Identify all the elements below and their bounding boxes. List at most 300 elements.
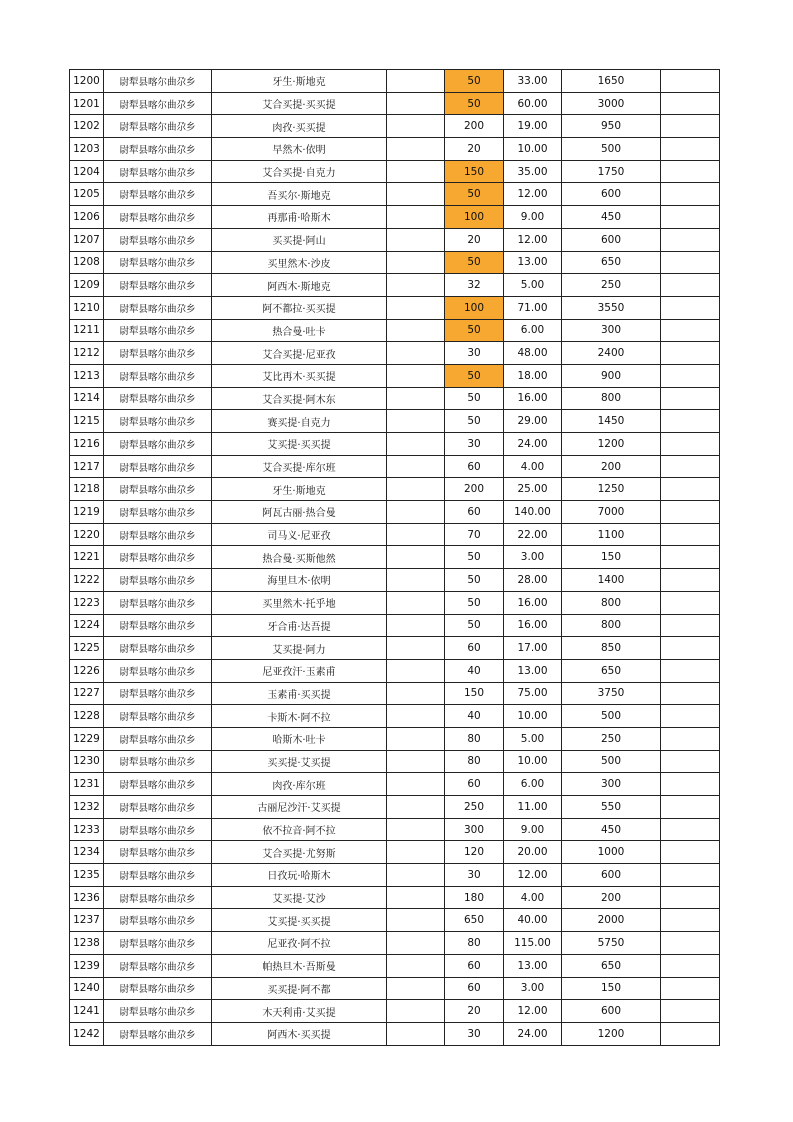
quantity-cell: 180 bbox=[445, 886, 504, 909]
table-row bbox=[70, 342, 720, 365]
table-row bbox=[70, 478, 720, 501]
table-row bbox=[70, 932, 720, 955]
note-cell bbox=[661, 818, 720, 841]
name-cell: 艾合买提·库尔班 bbox=[212, 455, 387, 478]
row-number-cell: 1217 bbox=[70, 455, 104, 478]
row-number-cell: 1231 bbox=[70, 773, 104, 796]
name-cell: 阿瓦古丽·热合曼 bbox=[212, 501, 387, 524]
note-cell bbox=[661, 1000, 720, 1023]
blank-cell bbox=[387, 1022, 445, 1045]
note-cell bbox=[661, 387, 720, 410]
note-cell bbox=[661, 296, 720, 319]
row-number-cell: 1223 bbox=[70, 591, 104, 614]
quantity-cell: 50 bbox=[445, 251, 504, 274]
row-number-cell: 1239 bbox=[70, 954, 104, 977]
quantity-cell: 60 bbox=[445, 977, 504, 1000]
name-cell: 再那甫·哈斯木 bbox=[212, 206, 387, 229]
unit-price-cell: 19.00 bbox=[504, 115, 562, 138]
name-cell: 古丽尼沙汗·艾买提 bbox=[212, 796, 387, 819]
blank-cell bbox=[387, 727, 445, 750]
table-row bbox=[70, 750, 720, 773]
total-amount-cell: 1650 bbox=[562, 70, 661, 93]
note-cell bbox=[661, 682, 720, 705]
unit-price-cell: 9.00 bbox=[504, 818, 562, 841]
table-row bbox=[70, 501, 720, 524]
quantity-cell: 20 bbox=[445, 1000, 504, 1023]
quantity-cell: 50 bbox=[445, 364, 504, 387]
row-number-cell: 1233 bbox=[70, 818, 104, 841]
township-cell: 尉犁县喀尔曲尕乡 bbox=[104, 364, 212, 387]
blank-cell bbox=[387, 206, 445, 229]
unit-price-cell: 12.00 bbox=[504, 228, 562, 251]
row-number-cell: 1209 bbox=[70, 274, 104, 297]
note-cell bbox=[661, 750, 720, 773]
total-amount-cell: 550 bbox=[562, 796, 661, 819]
unit-price-cell: 24.00 bbox=[504, 433, 562, 456]
note-cell bbox=[661, 115, 720, 138]
table-row bbox=[70, 977, 720, 1000]
row-number-cell: 1241 bbox=[70, 1000, 104, 1023]
blank-cell bbox=[387, 614, 445, 637]
row-number-cell: 1228 bbox=[70, 705, 104, 728]
blank-cell bbox=[387, 1000, 445, 1023]
township-cell: 尉犁县喀尔曲尕乡 bbox=[104, 864, 212, 887]
name-cell: 买买提·艾买提 bbox=[212, 750, 387, 773]
total-amount-cell: 950 bbox=[562, 115, 661, 138]
township-cell: 尉犁县喀尔曲尕乡 bbox=[104, 1022, 212, 1045]
township-cell: 尉犁县喀尔曲尕乡 bbox=[104, 750, 212, 773]
quantity-cell: 50 bbox=[445, 387, 504, 410]
blank-cell bbox=[387, 841, 445, 864]
table-row bbox=[70, 864, 720, 887]
row-number-cell: 1201 bbox=[70, 92, 104, 115]
row-number-cell: 1215 bbox=[70, 410, 104, 433]
blank-cell bbox=[387, 501, 445, 524]
table-row bbox=[70, 274, 720, 297]
unit-price-cell: 33.00 bbox=[504, 70, 562, 93]
quantity-cell: 50 bbox=[445, 410, 504, 433]
quantity-cell: 150 bbox=[445, 682, 504, 705]
blank-cell bbox=[387, 637, 445, 660]
name-cell: 艾合买提·尤努斯 bbox=[212, 841, 387, 864]
township-cell: 尉犁县喀尔曲尕乡 bbox=[104, 115, 212, 138]
quantity-cell: 60 bbox=[445, 954, 504, 977]
note-cell bbox=[661, 70, 720, 93]
note-cell bbox=[661, 228, 720, 251]
note-cell bbox=[661, 319, 720, 342]
note-cell bbox=[661, 160, 720, 183]
note-cell bbox=[661, 274, 720, 297]
unit-price-cell: 10.00 bbox=[504, 705, 562, 728]
unit-price-cell: 16.00 bbox=[504, 614, 562, 637]
table-row bbox=[70, 319, 720, 342]
total-amount-cell: 1200 bbox=[562, 1022, 661, 1045]
name-cell: 玉素甫·买买提 bbox=[212, 682, 387, 705]
total-amount-cell: 600 bbox=[562, 1000, 661, 1023]
blank-cell bbox=[387, 274, 445, 297]
row-number-cell: 1210 bbox=[70, 296, 104, 319]
total-amount-cell: 5750 bbox=[562, 932, 661, 955]
unit-price-cell: 115.00 bbox=[504, 932, 562, 955]
unit-price-cell: 13.00 bbox=[504, 251, 562, 274]
total-amount-cell: 1100 bbox=[562, 523, 661, 546]
quantity-cell: 40 bbox=[445, 705, 504, 728]
name-cell: 司马义·尼亚孜 bbox=[212, 523, 387, 546]
note-cell bbox=[661, 546, 720, 569]
unit-price-cell: 13.00 bbox=[504, 954, 562, 977]
blank-cell bbox=[387, 796, 445, 819]
total-amount-cell: 500 bbox=[562, 138, 661, 161]
blank-cell bbox=[387, 342, 445, 365]
blank-cell bbox=[387, 70, 445, 93]
township-cell: 尉犁县喀尔曲尕乡 bbox=[104, 705, 212, 728]
blank-cell bbox=[387, 864, 445, 887]
quantity-cell: 20 bbox=[445, 138, 504, 161]
unit-price-cell: 71.00 bbox=[504, 296, 562, 319]
note-cell bbox=[661, 478, 720, 501]
blank-cell bbox=[387, 433, 445, 456]
total-amount-cell: 150 bbox=[562, 546, 661, 569]
total-amount-cell: 800 bbox=[562, 591, 661, 614]
township-cell: 尉犁县喀尔曲尕乡 bbox=[104, 546, 212, 569]
table-row bbox=[70, 251, 720, 274]
note-cell bbox=[661, 1022, 720, 1045]
total-amount-cell: 600 bbox=[562, 228, 661, 251]
row-number-cell: 1225 bbox=[70, 637, 104, 660]
unit-price-cell: 6.00 bbox=[504, 773, 562, 796]
unit-price-cell: 16.00 bbox=[504, 591, 562, 614]
quantity-cell: 50 bbox=[445, 70, 504, 93]
total-amount-cell: 3000 bbox=[562, 92, 661, 115]
quantity-cell: 50 bbox=[445, 546, 504, 569]
note-cell bbox=[661, 864, 720, 887]
row-number-cell: 1212 bbox=[70, 342, 104, 365]
row-number-cell: 1224 bbox=[70, 614, 104, 637]
records-table-body bbox=[70, 70, 720, 1046]
blank-cell bbox=[387, 160, 445, 183]
quantity-cell: 200 bbox=[445, 115, 504, 138]
name-cell: 海里旦木·依明 bbox=[212, 569, 387, 592]
name-cell: 哈斯木·吐卡 bbox=[212, 727, 387, 750]
blank-cell bbox=[387, 364, 445, 387]
note-cell bbox=[661, 705, 720, 728]
blank-cell bbox=[387, 115, 445, 138]
unit-price-cell: 10.00 bbox=[504, 138, 562, 161]
table-row bbox=[70, 455, 720, 478]
note-cell bbox=[661, 841, 720, 864]
township-cell: 尉犁县喀尔曲尕乡 bbox=[104, 796, 212, 819]
blank-cell bbox=[387, 977, 445, 1000]
blank-cell bbox=[387, 228, 445, 251]
quantity-cell: 150 bbox=[445, 160, 504, 183]
row-number-cell: 1221 bbox=[70, 546, 104, 569]
row-number-cell: 1214 bbox=[70, 387, 104, 410]
blank-cell bbox=[387, 569, 445, 592]
unit-price-cell: 48.00 bbox=[504, 342, 562, 365]
total-amount-cell: 850 bbox=[562, 637, 661, 660]
quantity-cell: 60 bbox=[445, 455, 504, 478]
quantity-cell: 100 bbox=[445, 206, 504, 229]
township-cell: 尉犁县喀尔曲尕乡 bbox=[104, 296, 212, 319]
total-amount-cell: 800 bbox=[562, 387, 661, 410]
name-cell: 肉孜·库尔班 bbox=[212, 773, 387, 796]
total-amount-cell: 450 bbox=[562, 818, 661, 841]
name-cell: 早然木·依明 bbox=[212, 138, 387, 161]
name-cell: 牙生·斯地克 bbox=[212, 478, 387, 501]
name-cell: 帕热旦木·吾斯曼 bbox=[212, 954, 387, 977]
blank-cell bbox=[387, 591, 445, 614]
township-cell: 尉犁县喀尔曲尕乡 bbox=[104, 319, 212, 342]
row-number-cell: 1234 bbox=[70, 841, 104, 864]
row-number-cell: 1207 bbox=[70, 228, 104, 251]
blank-cell bbox=[387, 773, 445, 796]
table-row bbox=[70, 841, 720, 864]
total-amount-cell: 1400 bbox=[562, 569, 661, 592]
township-cell: 尉犁县喀尔曲尕乡 bbox=[104, 659, 212, 682]
note-cell bbox=[661, 206, 720, 229]
total-amount-cell: 650 bbox=[562, 251, 661, 274]
unit-price-cell: 5.00 bbox=[504, 274, 562, 297]
table-row bbox=[70, 773, 720, 796]
total-amount-cell: 500 bbox=[562, 750, 661, 773]
township-cell: 尉犁县喀尔曲尕乡 bbox=[104, 773, 212, 796]
blank-cell bbox=[387, 682, 445, 705]
table-row bbox=[70, 183, 720, 206]
name-cell: 吾买尔·斯地克 bbox=[212, 183, 387, 206]
blank-cell bbox=[387, 546, 445, 569]
total-amount-cell: 600 bbox=[562, 864, 661, 887]
note-cell bbox=[661, 954, 720, 977]
blank-cell bbox=[387, 138, 445, 161]
unit-price-cell: 5.00 bbox=[504, 727, 562, 750]
township-cell: 尉犁县喀尔曲尕乡 bbox=[104, 387, 212, 410]
name-cell: 依不拉音·阿不拉 bbox=[212, 818, 387, 841]
row-number-cell: 1205 bbox=[70, 183, 104, 206]
name-cell: 卡斯木·阿不拉 bbox=[212, 705, 387, 728]
quantity-cell: 50 bbox=[445, 614, 504, 637]
unit-price-cell: 40.00 bbox=[504, 909, 562, 932]
name-cell: 肉孜·买买提 bbox=[212, 115, 387, 138]
row-number-cell: 1230 bbox=[70, 750, 104, 773]
township-cell: 尉犁县喀尔曲尕乡 bbox=[104, 569, 212, 592]
quantity-cell: 60 bbox=[445, 637, 504, 660]
row-number-cell: 1235 bbox=[70, 864, 104, 887]
blank-cell bbox=[387, 387, 445, 410]
blank-cell bbox=[387, 705, 445, 728]
unit-price-cell: 16.00 bbox=[504, 387, 562, 410]
table-row bbox=[70, 659, 720, 682]
unit-price-cell: 11.00 bbox=[504, 796, 562, 819]
quantity-cell: 50 bbox=[445, 569, 504, 592]
total-amount-cell: 3750 bbox=[562, 682, 661, 705]
unit-price-cell: 3.00 bbox=[504, 977, 562, 1000]
table-row bbox=[70, 682, 720, 705]
township-cell: 尉犁县喀尔曲尕乡 bbox=[104, 818, 212, 841]
note-cell bbox=[661, 523, 720, 546]
note-cell bbox=[661, 92, 720, 115]
blank-cell bbox=[387, 909, 445, 932]
total-amount-cell: 200 bbox=[562, 886, 661, 909]
township-cell: 尉犁县喀尔曲尕乡 bbox=[104, 727, 212, 750]
total-amount-cell: 450 bbox=[562, 206, 661, 229]
total-amount-cell: 600 bbox=[562, 183, 661, 206]
unit-price-cell: 75.00 bbox=[504, 682, 562, 705]
row-number-cell: 1208 bbox=[70, 251, 104, 274]
table-row bbox=[70, 909, 720, 932]
row-number-cell: 1202 bbox=[70, 115, 104, 138]
township-cell: 尉犁县喀尔曲尕乡 bbox=[104, 183, 212, 206]
note-cell bbox=[661, 637, 720, 660]
quantity-cell: 30 bbox=[445, 864, 504, 887]
table-row bbox=[70, 954, 720, 977]
note-cell bbox=[661, 183, 720, 206]
township-cell: 尉犁县喀尔曲尕乡 bbox=[104, 1000, 212, 1023]
quantity-cell: 60 bbox=[445, 501, 504, 524]
note-cell bbox=[661, 433, 720, 456]
township-cell: 尉犁县喀尔曲尕乡 bbox=[104, 274, 212, 297]
table-row bbox=[70, 433, 720, 456]
unit-price-cell: 29.00 bbox=[504, 410, 562, 433]
total-amount-cell: 7000 bbox=[562, 501, 661, 524]
table-row bbox=[70, 818, 720, 841]
total-amount-cell: 1250 bbox=[562, 478, 661, 501]
row-number-cell: 1219 bbox=[70, 501, 104, 524]
blank-cell bbox=[387, 478, 445, 501]
name-cell: 木天利甫·艾买提 bbox=[212, 1000, 387, 1023]
township-cell: 尉犁县喀尔曲尕乡 bbox=[104, 342, 212, 365]
name-cell: 艾比再木·买买提 bbox=[212, 364, 387, 387]
note-cell bbox=[661, 909, 720, 932]
quantity-cell: 30 bbox=[445, 1022, 504, 1045]
township-cell: 尉犁县喀尔曲尕乡 bbox=[104, 614, 212, 637]
row-number-cell: 1237 bbox=[70, 909, 104, 932]
unit-price-cell: 28.00 bbox=[504, 569, 562, 592]
unit-price-cell: 9.00 bbox=[504, 206, 562, 229]
township-cell: 尉犁县喀尔曲尕乡 bbox=[104, 410, 212, 433]
table-row bbox=[70, 886, 720, 909]
unit-price-cell: 24.00 bbox=[504, 1022, 562, 1045]
row-number-cell: 1220 bbox=[70, 523, 104, 546]
quantity-cell: 32 bbox=[445, 274, 504, 297]
row-number-cell: 1213 bbox=[70, 364, 104, 387]
name-cell: 阿不都拉·买买提 bbox=[212, 296, 387, 319]
unit-price-cell: 20.00 bbox=[504, 841, 562, 864]
quantity-cell: 30 bbox=[445, 433, 504, 456]
note-cell bbox=[661, 977, 720, 1000]
blank-cell bbox=[387, 932, 445, 955]
note-cell bbox=[661, 410, 720, 433]
note-cell bbox=[661, 727, 720, 750]
blank-cell bbox=[387, 818, 445, 841]
table-row bbox=[70, 160, 720, 183]
unit-price-cell: 12.00 bbox=[504, 1000, 562, 1023]
row-number-cell: 1216 bbox=[70, 433, 104, 456]
table-row bbox=[70, 1000, 720, 1023]
name-cell: 艾合买提·阿木东 bbox=[212, 387, 387, 410]
total-amount-cell: 1750 bbox=[562, 160, 661, 183]
total-amount-cell: 1000 bbox=[562, 841, 661, 864]
table-row bbox=[70, 410, 720, 433]
township-cell: 尉犁县喀尔曲尕乡 bbox=[104, 251, 212, 274]
township-cell: 尉犁县喀尔曲尕乡 bbox=[104, 206, 212, 229]
data-sheet bbox=[69, 69, 720, 1046]
note-cell bbox=[661, 796, 720, 819]
quantity-cell: 50 bbox=[445, 183, 504, 206]
quantity-cell: 50 bbox=[445, 591, 504, 614]
note-cell bbox=[661, 773, 720, 796]
total-amount-cell: 1450 bbox=[562, 410, 661, 433]
township-cell: 尉犁县喀尔曲尕乡 bbox=[104, 637, 212, 660]
unit-price-cell: 4.00 bbox=[504, 886, 562, 909]
township-cell: 尉犁县喀尔曲尕乡 bbox=[104, 591, 212, 614]
table-row bbox=[70, 138, 720, 161]
name-cell: 艾买提·买买提 bbox=[212, 433, 387, 456]
note-cell bbox=[661, 569, 720, 592]
name-cell: 阿西木·斯地克 bbox=[212, 274, 387, 297]
township-cell: 尉犁县喀尔曲尕乡 bbox=[104, 886, 212, 909]
row-number-cell: 1226 bbox=[70, 659, 104, 682]
quantity-cell: 60 bbox=[445, 773, 504, 796]
township-cell: 尉犁县喀尔曲尕乡 bbox=[104, 455, 212, 478]
blank-cell bbox=[387, 523, 445, 546]
note-cell bbox=[661, 614, 720, 637]
blank-cell bbox=[387, 410, 445, 433]
total-amount-cell: 1200 bbox=[562, 433, 661, 456]
table-row bbox=[70, 70, 720, 93]
table-row bbox=[70, 115, 720, 138]
row-number-cell: 1242 bbox=[70, 1022, 104, 1045]
blank-cell bbox=[387, 251, 445, 274]
total-amount-cell: 2000 bbox=[562, 909, 661, 932]
row-number-cell: 1238 bbox=[70, 932, 104, 955]
total-amount-cell: 200 bbox=[562, 455, 661, 478]
name-cell: 牙生·斯地克 bbox=[212, 70, 387, 93]
table-row bbox=[70, 614, 720, 637]
unit-price-cell: 12.00 bbox=[504, 183, 562, 206]
quantity-cell: 120 bbox=[445, 841, 504, 864]
name-cell: 艾合买提·尼亚孜 bbox=[212, 342, 387, 365]
row-number-cell: 1203 bbox=[70, 138, 104, 161]
note-cell bbox=[661, 932, 720, 955]
quantity-cell: 80 bbox=[445, 932, 504, 955]
name-cell: 艾合买提·买买提 bbox=[212, 92, 387, 115]
row-number-cell: 1206 bbox=[70, 206, 104, 229]
table-row bbox=[70, 569, 720, 592]
quantity-cell: 650 bbox=[445, 909, 504, 932]
table-row bbox=[70, 92, 720, 115]
name-cell: 牙合甫·达吾提 bbox=[212, 614, 387, 637]
unit-price-cell: 6.00 bbox=[504, 319, 562, 342]
name-cell: 买买提·阿山 bbox=[212, 228, 387, 251]
quantity-cell: 80 bbox=[445, 727, 504, 750]
unit-price-cell: 4.00 bbox=[504, 455, 562, 478]
note-cell bbox=[661, 501, 720, 524]
row-number-cell: 1204 bbox=[70, 160, 104, 183]
total-amount-cell: 900 bbox=[562, 364, 661, 387]
unit-price-cell: 18.00 bbox=[504, 364, 562, 387]
name-cell: 艾买提·艾沙 bbox=[212, 886, 387, 909]
records-table bbox=[69, 69, 720, 1046]
township-cell: 尉犁县喀尔曲尕乡 bbox=[104, 954, 212, 977]
township-cell: 尉犁县喀尔曲尕乡 bbox=[104, 501, 212, 524]
township-cell: 尉犁县喀尔曲尕乡 bbox=[104, 70, 212, 93]
name-cell: 热合曼·买斯他然 bbox=[212, 546, 387, 569]
quantity-cell: 250 bbox=[445, 796, 504, 819]
name-cell: 买里然木·沙皮 bbox=[212, 251, 387, 274]
row-number-cell: 1229 bbox=[70, 727, 104, 750]
total-amount-cell: 150 bbox=[562, 977, 661, 1000]
township-cell: 尉犁县喀尔曲尕乡 bbox=[104, 92, 212, 115]
